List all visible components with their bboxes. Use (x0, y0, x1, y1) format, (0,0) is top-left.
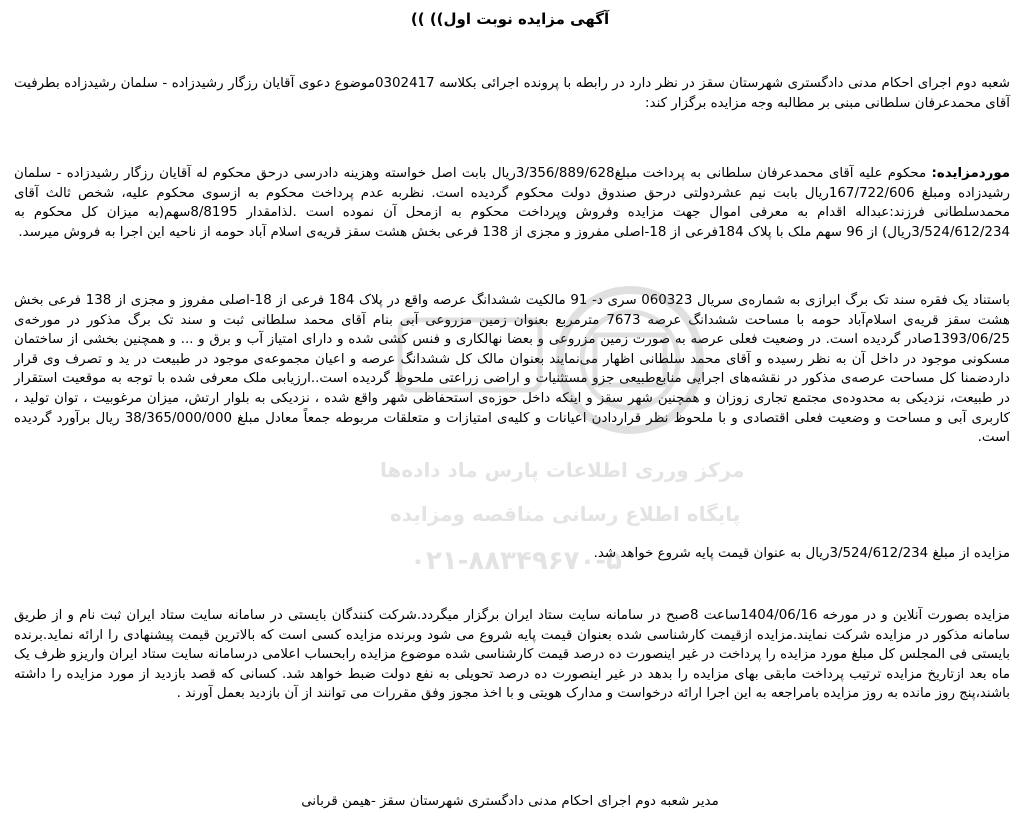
online-auction-paragraph: مزایده بصورت آنلاین و در مورخه 1404/06/16ساعت 8صبح در سامانه سایت ستاد ایران برگزار میگردد.شرکت کنندگان بایستی در سامانه سایت ستاد ایران ثبت نام و از طریق سامانه مذکور در مزایده شرکت نمایند.مزایده ازقیمت کارشناسی شده بعنوان قیمت پایه شروع می شود وبرنده مزایده کسی است که بالاترین قیمت پیشنهادی را ارائه نماید.برنده بایستی فی المجلس کل مبلغ مورد مزایده را پرداخت در غیر اینصورت ده درصد قیمت کارشناسی شده موضوع مزایده رابحساب اعلامی درسامانه سایت ستاد ایران واریزو ظرف یک ماه بعد ازتاریخ مزایده ترتیب پرداخت مابقی بهای مزایده را بدهد در غیر اینصورت ده درصد تحویلی به نفع دولت ضبط خواهد شد. کسانی که قصد بازدید از مورد مزایده را داشته باشند،پنج روز مانده به روز مزایده بامراجعه به این اجرا ارائه درخواست و مدارک هویتی و با اخذ مجوز وفق مقررات می توانند از آن بازدید بعمل آورند . (14, 608, 1010, 702)
subject-text: محکوم علیه آقای محمدعرفان سلطانی به پرداخت مبلغ3/356/889/628ریال بابت اصل خواسته وهزینه دادرسی درحق محکوم له آقایان رزگار رشیدزاده - سلمان رشیدزاده ومبلغ 167/722/606ریال بابت نیم عشردولتی درحق صندوق دولت محکوم گردیده است. نظربه عدم پرداخت محکوم به ازسوی محکوم علیه، شخص ثالث آقای محمدسلطانی فرزند:عبداله اقدام به معرفی اموال جهت مزایده وفروش وپرداخت محکوم به ازمحل آن نموده است .لذامقدار 8/8195سهم(به میزان کل محکوم به 3/524/612/234ریال) از 96 سهم ملک با پلاک 184فرعی از 18-اصلی مفروز و مجزی از 138 فرعی بخش هشت سقز قریه‌ی اسلام آباد حومه از ناحیه این اجرا به فروش میرسد. (14, 166, 1010, 240)
document-paragraph: باستناد یک فقره سند تک برگ ابرازی به شماره‌ی سریال 060323 سری د- 91 مالکیت ششدانگ عرصه واقع در پلاک 184 فرعی از 18-اصلی مفروز و مجزی از 138 فرعی بخش هشت سقز قریه‌ی اسلام‌آباد حومه با مساحت ششدانگ عرصه 7673 مترمربع بعنوان زمین مزروعی آبی بنام آقای محمد سلطانی ثبت و سند تک برگ مذکور در مورخه‌ی 1393/06/25صادر گردیده است. در وضعیت فعلی عرصه به صورت زمین مزروعی و بعضا نهالکاری و فنس کشی شده و دارای امتیاز آب و برق و ... و همچنین بخشی از ساختمان مسکونی موجود در داخل آن به نظر رسیده و آقای محمد سلطانی اظهار می‌نمایند بعنوان مالک کل ششدانگ عرصه و اعیان مجموعه‌ی موجود در طبیعت در ید و تصرف وی قرار داردضمنا کل مساحت عرصه‌ی مذکور در نقشه‌های اجرایی منابع‌طبیعی جزو مستثنیات و اراضی زراعتی ملحوظ گردیده است..ارزیابی ملک معرفی شده با توجه به موقعیت استقرار در طبیعت، نزدیکی به محدوده‌ی مجتمع تجاری زوزان و همچنین شهر سقز و اینکه داخل حوزه‌ی استحفاظی شهر واقع شده ، نزدیکی به بلوار ارتش، میزان مرغوبیت ، توان تولید ، کاربری آبی و مساحت و وضعیت فعلی اقتصادی و با ملحوظ نظر قراردادن اعیانات و کلیه‌ی امتیازات و متعلقات مربوطه جمعاً معادل مبلغ 38/365/000/000 ریال برآورد گردیده است. (14, 293, 1011, 446)
subject-paragraph (14, 164, 1010, 242)
signature-line: مدیر شعبه دوم اجرای احکام مدنی دادگستری شهرستان سقز -هیمن قربانی (301, 794, 719, 809)
intro-paragraph: شعبه دوم اجرای احکام مدنی دادگستری شهرستان سقز در نظر دارد در رابطه با پرونده اجرائی بکلاسه 0302417موضوع دعوی آقایان رزگار رشیدزاده - سلمان رشیدزاده بطرفیت آقای محمدعرفان سلطانی مبنی بر مطالبه وجه مزایده برگزار کند: (14, 76, 1010, 111)
subject-label: موردمزایده: (931, 166, 1010, 181)
notice-title: آگهی مزایده نوبت اول)) )) (410, 10, 610, 28)
watermark-line-2: پایگاه اطلاع رسانی مناقصه ومزایده (390, 502, 741, 526)
watermark-line-1: مرکز ورری اطلاعات پارس ماد داده‌ها (380, 458, 745, 482)
base-price-paragraph: مزایده از مبلغ 3/524/612/234ریال به عنوان قیمت پایه شروع خواهد شد. (593, 546, 1010, 561)
watermark-phone: ۰۲۱-۸۸۳۴۹۶۷۰-۵ (410, 546, 623, 576)
